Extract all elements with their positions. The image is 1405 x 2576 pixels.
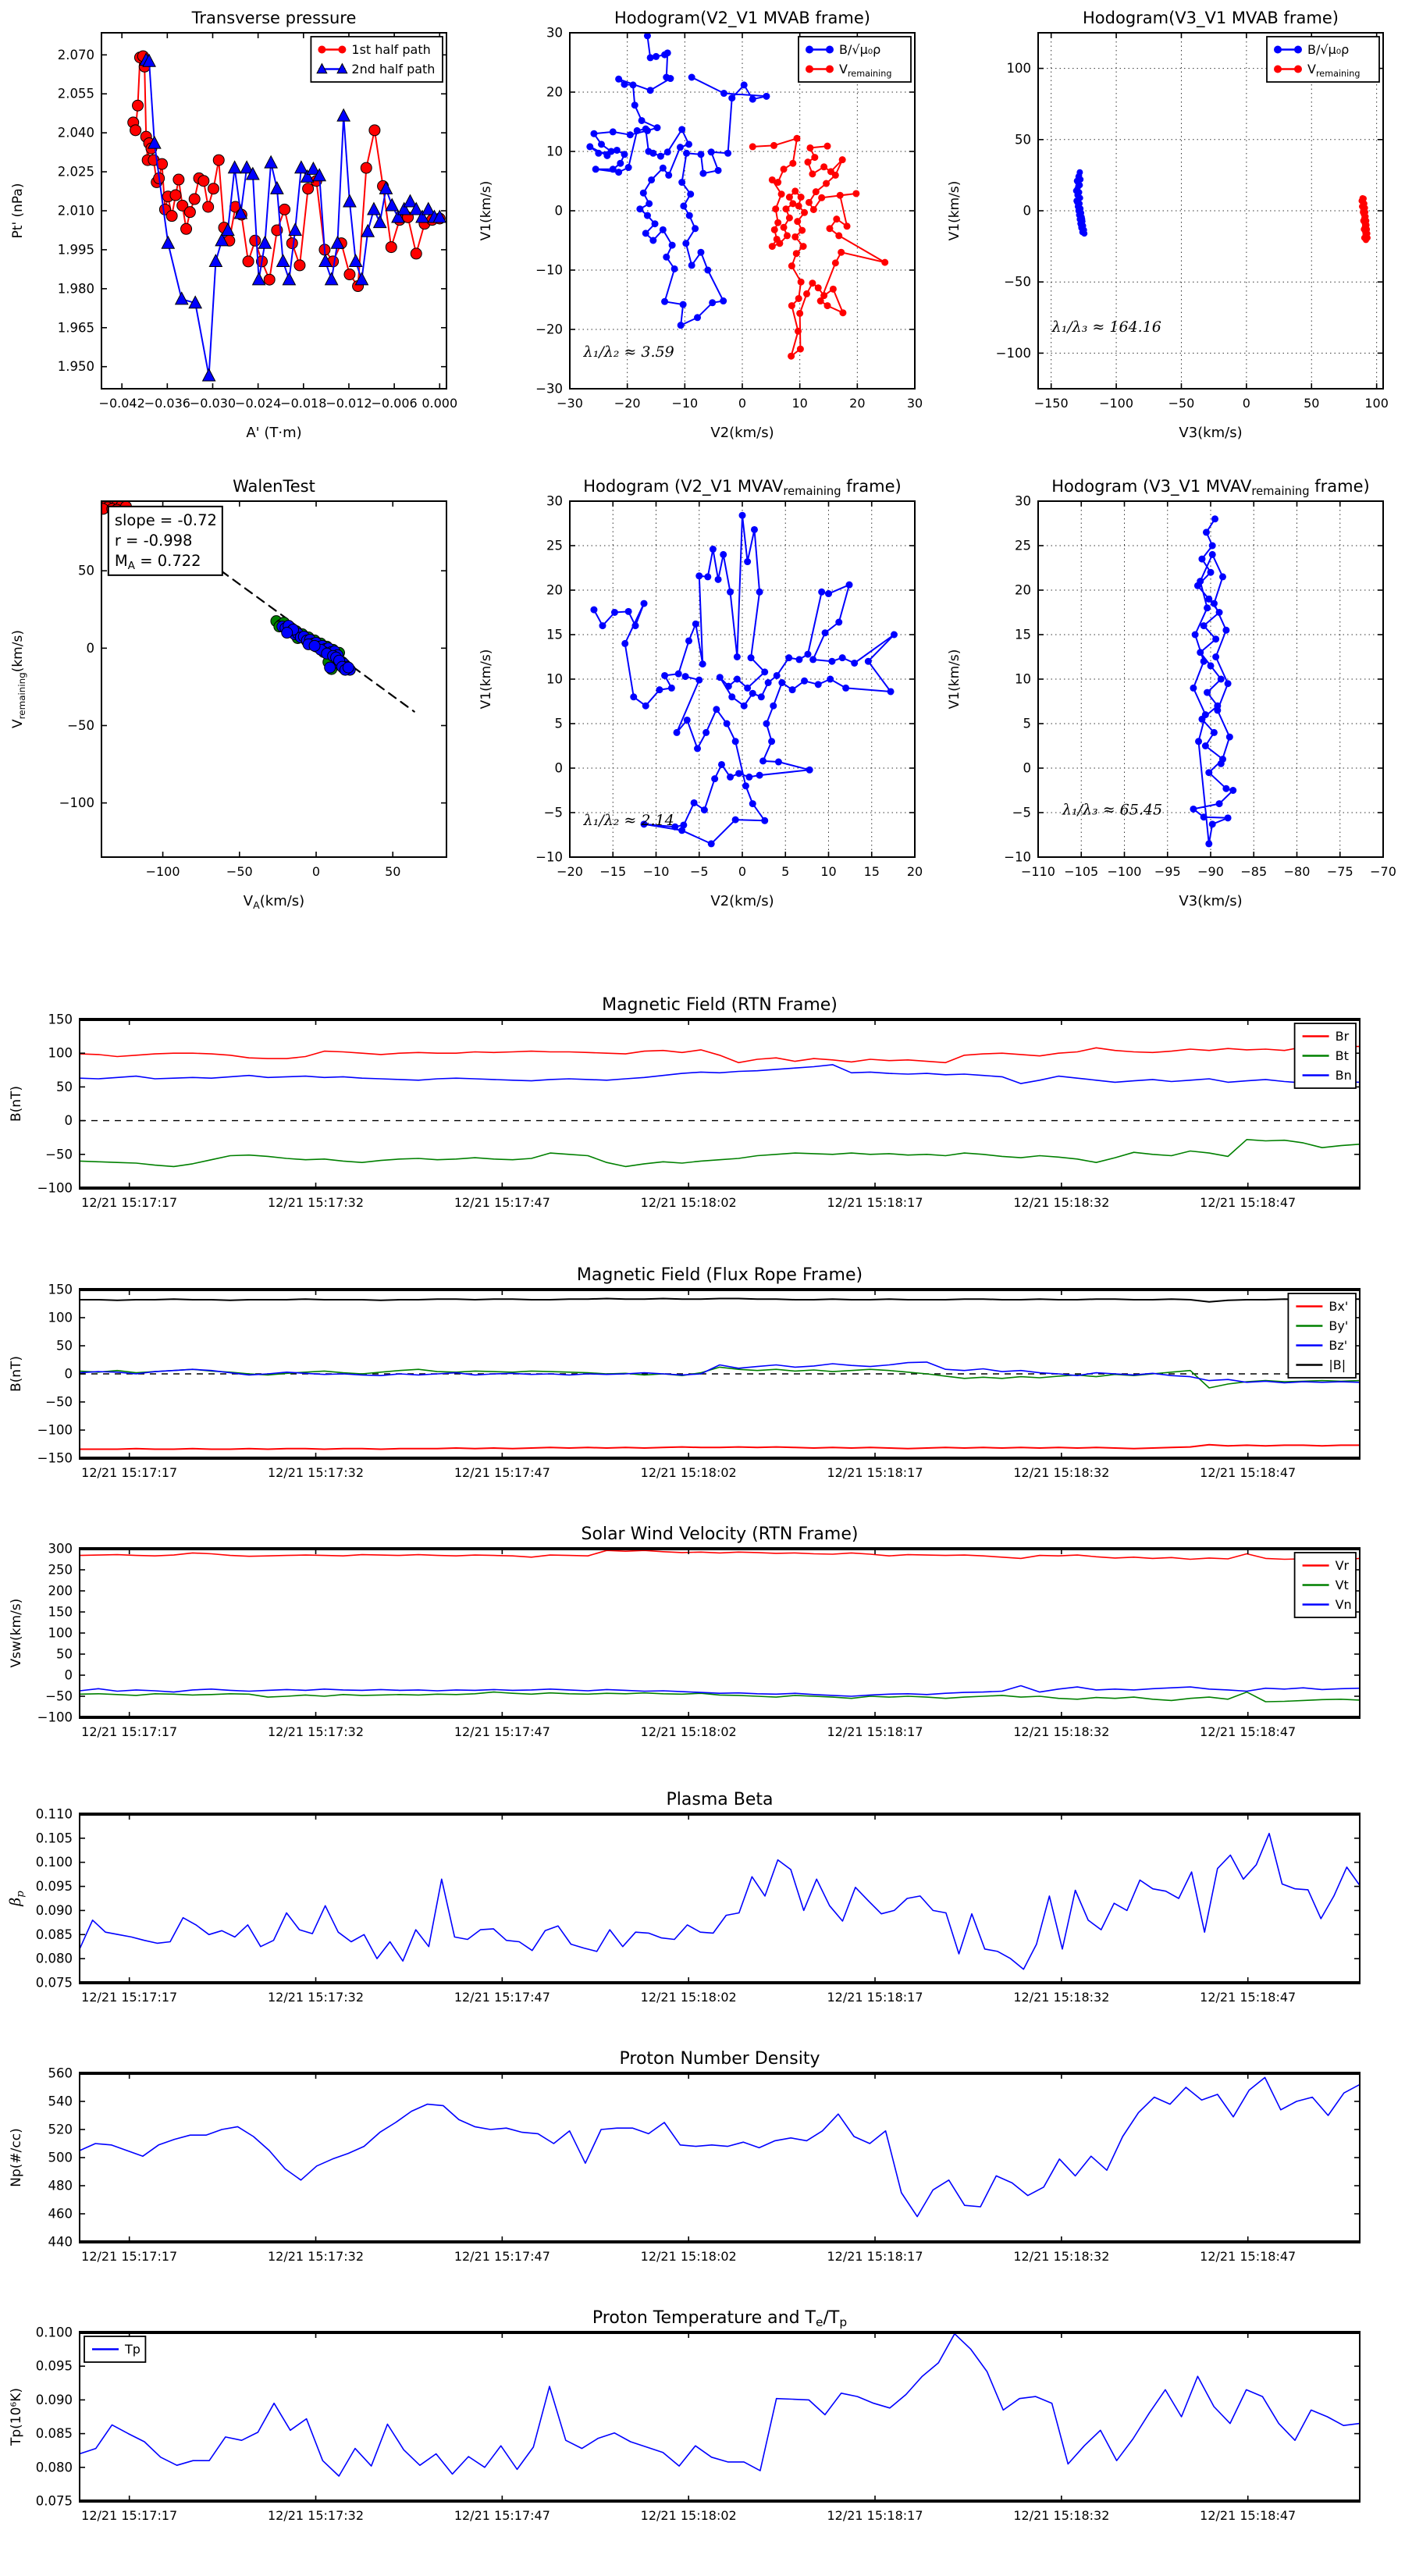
svg-text:−0.006: −0.006 bbox=[371, 396, 418, 411]
svg-text:12/21 15:18:17: 12/21 15:18:17 bbox=[827, 1990, 923, 2005]
svg-text:12/21 15:17:17: 12/21 15:17:17 bbox=[81, 1195, 178, 1210]
chart-solar-wind-velocity bbox=[0, 1514, 1405, 1783]
svg-text:2nd half path: 2nd half path bbox=[351, 62, 436, 76]
svg-text:12/21 15:17:32: 12/21 15:17:32 bbox=[267, 2508, 365, 2523]
magnetic-field-flux-rope-plot bbox=[0, 1255, 1405, 1521]
svg-text:−100: −100 bbox=[37, 1422, 73, 1438]
plasma-beta-plot bbox=[0, 1780, 1405, 2045]
hodogram-v3v1-mvav-plot bbox=[937, 478, 1405, 943]
svg-text:−50: −50 bbox=[45, 1688, 73, 1704]
walen-test-plot bbox=[0, 478, 468, 943]
svg-text:βp​: $\beta_p$ bbox=[7, 1891, 27, 1906]
svg-text:−5: −5 bbox=[1012, 805, 1031, 820]
svg-text:−100: −100 bbox=[1107, 864, 1142, 879]
svg-text:1st half path: 1st half path bbox=[351, 42, 431, 57]
svg-text:Magnetic Field (RTN Frame): Magnetic Field (RTN Frame) bbox=[602, 995, 838, 1015]
svg-text:25: 25 bbox=[546, 538, 563, 553]
svg-text:0.075: 0.075 bbox=[35, 1975, 73, 1991]
svg-text:V1(km/s): V1(km/s) bbox=[478, 649, 494, 710]
svg-text:0.090: 0.090 bbox=[35, 1902, 73, 1918]
svg-text:12/21 15:18:17: 12/21 15:18:17 bbox=[827, 2508, 923, 2523]
svg-text:−80: −80 bbox=[1283, 864, 1311, 879]
svg-text:50: 50 bbox=[1015, 132, 1031, 148]
svg-text:12/21 15:17:32: 12/21 15:17:32 bbox=[267, 1195, 365, 1210]
svg-text:20: 20 bbox=[546, 84, 563, 100]
svg-text:MA​ = 0.722: $M_A = 0.722$ bbox=[114, 551, 201, 572]
svg-text:12/21 15:18:47: 12/21 15:18:47 bbox=[1200, 1990, 1297, 2005]
svg-text:V2(km/s): V2(km/s) bbox=[710, 893, 774, 909]
svg-text:12/21 15:18:47: 12/21 15:18:47 bbox=[1200, 2508, 1297, 2523]
svg-text:50: 50 bbox=[1304, 396, 1320, 411]
chart-proton-number-density bbox=[0, 2039, 1405, 2307]
svg-text:Solar Wind Velocity (RTN Frame: Solar Wind Velocity (RTN Frame) bbox=[581, 1525, 859, 1544]
svg-text:12/21 15:17:32: 12/21 15:17:32 bbox=[267, 2249, 365, 2264]
svg-text:−90: −90 bbox=[1197, 864, 1224, 879]
svg-text:12/21 15:18:17: 12/21 15:18:17 bbox=[827, 1195, 923, 1210]
hodogram-v2v1-mvab-plot bbox=[468, 9, 937, 475]
hodogram-v3v1-mvab-plot bbox=[937, 9, 1405, 475]
svg-text:−50: −50 bbox=[67, 717, 94, 733]
svg-text:12/21 15:18:32: 12/21 15:18:32 bbox=[1013, 1195, 1110, 1210]
svg-text:0: 0 bbox=[64, 1366, 73, 1382]
svg-text:12/21 15:17:47: 12/21 15:17:47 bbox=[454, 1724, 550, 1739]
svg-text:V3(km/s): V3(km/s) bbox=[1179, 893, 1243, 909]
svg-text:100: 100 bbox=[48, 1310, 73, 1325]
svg-text:Vr: Vr bbox=[1335, 1558, 1350, 1573]
svg-text:12/21 15:17:17: 12/21 15:17:17 bbox=[81, 1990, 178, 2005]
chart-magnetic-field-rtn bbox=[0, 985, 1405, 1254]
svg-text:12/21 15:18:02: 12/21 15:18:02 bbox=[640, 2508, 737, 2523]
svg-text:0: 0 bbox=[1023, 203, 1031, 219]
svg-text:−50: −50 bbox=[45, 1394, 73, 1410]
svg-text:10: 10 bbox=[791, 396, 808, 411]
svg-text:12/21 15:18:32: 12/21 15:18:32 bbox=[1013, 2249, 1110, 2264]
svg-text:Br: Br bbox=[1335, 1029, 1350, 1044]
svg-text:0: 0 bbox=[554, 203, 563, 219]
svg-text:12/21 15:17:47: 12/21 15:17:47 bbox=[454, 2249, 550, 2264]
svg-text:12/21 15:17:32: 12/21 15:17:32 bbox=[267, 1990, 365, 2005]
svg-text:5: 5 bbox=[1023, 716, 1031, 731]
svg-text:−0.012: −0.012 bbox=[325, 396, 372, 411]
svg-text:12/21 15:17:47: 12/21 15:17:47 bbox=[454, 2508, 550, 2523]
svg-text:0: 0 bbox=[1023, 760, 1031, 776]
svg-text:0.085: 0.085 bbox=[35, 2426, 73, 2442]
svg-text:B/√μ₀ρ: B/√μ₀ρ bbox=[1307, 42, 1350, 57]
chart-proton-temperature bbox=[0, 2298, 1405, 2567]
svg-text:5: 5 bbox=[554, 716, 563, 731]
svg-text:15: 15 bbox=[863, 864, 880, 879]
svg-text:12/21 15:18:47: 12/21 15:18:47 bbox=[1200, 1724, 1297, 1739]
svg-text:Bz': Bz' bbox=[1329, 1338, 1348, 1353]
svg-text:Bx': Bx' bbox=[1329, 1299, 1349, 1314]
svg-text:25: 25 bbox=[1015, 538, 1031, 553]
chart-hodogram-v3v1-mvab bbox=[937, 9, 1405, 478]
svg-text:20: 20 bbox=[849, 396, 866, 411]
svg-text:−70: −70 bbox=[1370, 864, 1396, 879]
svg-text:Tp: Tp bbox=[125, 2342, 140, 2357]
chart-transverse-pressure bbox=[0, 9, 468, 478]
svg-text:Vt: Vt bbox=[1335, 1578, 1349, 1592]
svg-text:Vremaining​(km/s): $V_{remaining}(km/s)$ bbox=[10, 630, 27, 728]
svg-text:−110: −110 bbox=[1021, 864, 1055, 879]
svg-text:−105: −105 bbox=[1064, 864, 1099, 879]
svg-text:−0.036: −0.036 bbox=[144, 396, 190, 411]
svg-text:480: 480 bbox=[48, 2178, 73, 2194]
svg-text:−100: −100 bbox=[145, 864, 180, 879]
svg-text:−100: −100 bbox=[59, 795, 94, 811]
svg-text:0: 0 bbox=[311, 864, 321, 879]
svg-text:1.965: 1.965 bbox=[57, 320, 94, 336]
svg-text:0: 0 bbox=[64, 1113, 73, 1129]
svg-text:r = -0.998: r = -0.998 bbox=[114, 531, 193, 550]
svg-text:50: 50 bbox=[56, 1079, 73, 1094]
svg-text:200: 200 bbox=[48, 1583, 73, 1599]
svg-text:−85: −85 bbox=[1240, 864, 1268, 879]
svg-text:−0.018: −0.018 bbox=[280, 396, 327, 411]
svg-text:Plasma Beta: Plasma Beta bbox=[666, 1790, 774, 1809]
svg-text:12/21 15:18:02: 12/21 15:18:02 bbox=[640, 1724, 737, 1739]
svg-text:540: 540 bbox=[48, 2094, 73, 2109]
svg-text:150: 150 bbox=[48, 1012, 73, 1027]
svg-text:12/21 15:18:02: 12/21 15:18:02 bbox=[640, 1195, 737, 1210]
svg-text:−15: −15 bbox=[599, 864, 627, 879]
svg-text:460: 460 bbox=[48, 2206, 73, 2222]
svg-text:−30: −30 bbox=[557, 396, 583, 411]
svg-text:12/21 15:18:02: 12/21 15:18:02 bbox=[640, 1465, 737, 1480]
svg-text:0.110: 0.110 bbox=[35, 1806, 73, 1822]
svg-text:−0.030: −0.030 bbox=[189, 396, 237, 411]
svg-text:10: 10 bbox=[546, 144, 563, 159]
svg-text:12/21 15:17:32: 12/21 15:17:32 bbox=[267, 1724, 365, 1739]
svg-text:12/21 15:17:47: 12/21 15:17:47 bbox=[454, 1195, 550, 1210]
svg-text:0: 0 bbox=[1242, 396, 1250, 411]
svg-text:12/21 15:17:17: 12/21 15:17:17 bbox=[81, 1724, 178, 1739]
svg-text:12/21 15:18:32: 12/21 15:18:32 bbox=[1013, 1724, 1110, 1739]
svg-text:15: 15 bbox=[546, 627, 563, 642]
chart-magnetic-field-flux-rope bbox=[0, 1255, 1405, 1524]
svg-text:−100: −100 bbox=[1099, 396, 1134, 411]
svg-text:V1(km/s): V1(km/s) bbox=[947, 649, 962, 710]
svg-text:12/21 15:17:17: 12/21 15:17:17 bbox=[81, 1465, 178, 1480]
svg-text:0: 0 bbox=[86, 640, 94, 656]
svg-text:0.080: 0.080 bbox=[35, 2460, 73, 2475]
svg-text:B(nT): B(nT) bbox=[9, 1085, 24, 1123]
proton-temperature-plot bbox=[0, 2298, 1405, 2564]
svg-text:100: 100 bbox=[1364, 396, 1389, 411]
svg-text:−150: −150 bbox=[1033, 396, 1069, 411]
svg-text:−100: −100 bbox=[37, 1710, 73, 1725]
svg-text:100: 100 bbox=[48, 1045, 73, 1061]
svg-text:−20: −20 bbox=[614, 396, 641, 411]
svg-text:Vsw(km/s): Vsw(km/s) bbox=[9, 1598, 24, 1668]
svg-text:Transverse pressure: Transverse pressure bbox=[191, 9, 357, 27]
svg-text:|B|: |B| bbox=[1329, 1357, 1346, 1372]
svg-text:12/21 15:17:32: 12/21 15:17:32 bbox=[267, 1465, 365, 1480]
svg-text:Np(#/cc): Np(#/cc) bbox=[9, 2128, 24, 2187]
svg-text:Bt: Bt bbox=[1335, 1048, 1349, 1063]
svg-text:VA​(km/s): $V_A(km/s)$ bbox=[243, 893, 305, 911]
svg-text:30: 30 bbox=[1015, 493, 1031, 509]
svg-text:0: 0 bbox=[64, 1667, 73, 1683]
svg-text:Magnetic Field (Flux Rope Fram: Magnetic Field (Flux Rope Frame) bbox=[576, 1265, 863, 1285]
svg-text:2.070: 2.070 bbox=[57, 47, 94, 62]
svg-text:440: 440 bbox=[48, 2234, 73, 2250]
svg-text:Proton Temperature and Te​/Tp​: Proton Temperature and Te/Tp bbox=[592, 2308, 848, 2329]
svg-text:30: 30 bbox=[546, 493, 563, 509]
svg-text:12/21 15:17:47: 12/21 15:17:47 bbox=[454, 1990, 550, 2005]
svg-text:300: 300 bbox=[48, 1541, 73, 1557]
svg-text:0.100: 0.100 bbox=[35, 1855, 73, 1870]
svg-text:−0.024: −0.024 bbox=[235, 396, 282, 411]
svg-text:−75: −75 bbox=[1326, 864, 1353, 879]
svg-text:12/21 15:18:32: 12/21 15:18:32 bbox=[1013, 2508, 1110, 2523]
svg-text:Tp(10⁶K): Tp(10⁶K) bbox=[9, 2387, 24, 2446]
svg-text:50: 50 bbox=[56, 1338, 73, 1354]
svg-text:520: 520 bbox=[48, 2122, 73, 2137]
svg-text:Vremaining​: $V_{remaining}$ bbox=[839, 62, 892, 79]
svg-text:Vremaining​: $V_{remaining}$ bbox=[1307, 62, 1361, 79]
chart-hodogram-v3v1-mvav bbox=[937, 478, 1405, 946]
svg-text:λ₁/λ₂ ≈ 3.59: λ₁/λ₂ ≈ 3.59 bbox=[583, 343, 674, 361]
svg-text:2.040: 2.040 bbox=[57, 125, 94, 141]
svg-text:1.950: 1.950 bbox=[57, 359, 94, 375]
svg-text:15: 15 bbox=[1015, 627, 1031, 642]
svg-text:50: 50 bbox=[56, 1646, 73, 1662]
svg-text:12/21 15:18:47: 12/21 15:18:47 bbox=[1200, 2249, 1297, 2264]
svg-text:A' (T·m): A' (T·m) bbox=[246, 425, 302, 441]
svg-text:slope = -0.72: slope = -0.72 bbox=[114, 511, 217, 529]
svg-text:−50: −50 bbox=[45, 1147, 73, 1162]
svg-text:100: 100 bbox=[48, 1625, 73, 1641]
svg-text:12/21 15:18:02: 12/21 15:18:02 bbox=[640, 2249, 737, 2264]
svg-text:V1(km/s): V1(km/s) bbox=[947, 180, 962, 241]
chart-walen-test bbox=[0, 478, 468, 946]
svg-text:10: 10 bbox=[820, 864, 837, 879]
svg-text:12/21 15:18:32: 12/21 15:18:32 bbox=[1013, 1465, 1110, 1480]
svg-text:0.085: 0.085 bbox=[35, 1927, 73, 1942]
svg-text:−100: −100 bbox=[37, 1180, 73, 1196]
svg-text:1.980: 1.980 bbox=[57, 281, 94, 297]
svg-text:−20: −20 bbox=[535, 322, 563, 337]
svg-text:λ₁/λ₂ ≈ 2.14: λ₁/λ₂ ≈ 2.14 bbox=[583, 811, 674, 829]
svg-text:2.055: 2.055 bbox=[57, 86, 94, 101]
svg-text:20: 20 bbox=[906, 864, 923, 879]
svg-text:B/√μ₀ρ: B/√μ₀ρ bbox=[839, 42, 881, 57]
svg-text:12/21 15:18:47: 12/21 15:18:47 bbox=[1200, 1195, 1297, 1210]
svg-text:Hodogram(V3_V1 MVAB frame): Hodogram(V3_V1 MVAB frame) bbox=[1083, 9, 1339, 27]
svg-text:Proton Number Density: Proton Number Density bbox=[619, 2049, 820, 2069]
svg-text:λ₁/λ₃ ≈ 164.16: λ₁/λ₃ ≈ 164.16 bbox=[1051, 318, 1161, 336]
svg-text:By': By' bbox=[1329, 1318, 1349, 1333]
svg-text:−50: −50 bbox=[1004, 274, 1031, 290]
svg-text:0.090: 0.090 bbox=[35, 2392, 73, 2407]
svg-text:Bn: Bn bbox=[1335, 1068, 1352, 1083]
svg-text:1.995: 1.995 bbox=[57, 242, 94, 258]
svg-text:150: 150 bbox=[48, 1604, 73, 1620]
svg-text:0.105: 0.105 bbox=[35, 1831, 73, 1846]
svg-text:0.000: 0.000 bbox=[422, 396, 458, 411]
chart-hodogram-v2v1-mvab bbox=[468, 9, 937, 478]
svg-text:0.095: 0.095 bbox=[35, 2358, 73, 2374]
svg-text:250: 250 bbox=[48, 1562, 73, 1578]
svg-text:−10: −10 bbox=[671, 396, 699, 411]
svg-text:100: 100 bbox=[1006, 61, 1031, 76]
svg-text:50: 50 bbox=[385, 864, 401, 879]
svg-text:Hodogram (V3_V1 MVAVremaining​: Hodogram (V3_V1 MVAVremaining frame) bbox=[1051, 478, 1370, 498]
svg-text:0.080: 0.080 bbox=[35, 1951, 73, 1966]
svg-text:10: 10 bbox=[1015, 671, 1031, 687]
svg-text:WalenTest: WalenTest bbox=[233, 478, 315, 496]
svg-text:5: 5 bbox=[781, 864, 790, 879]
svg-text:0.075: 0.075 bbox=[35, 2493, 73, 2509]
svg-text:Vn: Vn bbox=[1335, 1597, 1352, 1612]
transverse-pressure-plot bbox=[0, 9, 468, 475]
svg-text:12/21 15:18:17: 12/21 15:18:17 bbox=[827, 1724, 923, 1739]
solar-wind-velocity-plot bbox=[0, 1514, 1405, 1780]
svg-text:50: 50 bbox=[78, 563, 94, 578]
svg-text:150: 150 bbox=[48, 1282, 73, 1297]
svg-text:−10: −10 bbox=[1004, 849, 1031, 865]
svg-text:−20: −20 bbox=[557, 864, 583, 879]
svg-text:20: 20 bbox=[546, 582, 563, 598]
chart-plasma-beta bbox=[0, 1780, 1405, 2048]
svg-text:−5: −5 bbox=[543, 805, 563, 820]
svg-text:30: 30 bbox=[906, 396, 923, 411]
svg-text:V2(km/s): V2(km/s) bbox=[710, 425, 774, 441]
svg-text:12/21 15:18:17: 12/21 15:18:17 bbox=[827, 1465, 923, 1480]
svg-text:0.095: 0.095 bbox=[35, 1879, 73, 1895]
svg-text:V3(km/s): V3(km/s) bbox=[1179, 425, 1243, 441]
svg-text:30: 30 bbox=[546, 25, 563, 41]
svg-text:λ₁/λ₃ ≈ 65.45: λ₁/λ₃ ≈ 65.45 bbox=[1062, 801, 1163, 819]
svg-text:12/21 15:17:47: 12/21 15:17:47 bbox=[454, 1465, 550, 1480]
svg-text:500: 500 bbox=[48, 2150, 73, 2165]
svg-text:B(nT): B(nT) bbox=[9, 1355, 24, 1393]
svg-text:−100: −100 bbox=[995, 345, 1031, 361]
svg-text:12/21 15:17:17: 12/21 15:17:17 bbox=[81, 2249, 178, 2264]
svg-text:12/21 15:17:17: 12/21 15:17:17 bbox=[81, 2508, 178, 2523]
svg-text:0: 0 bbox=[738, 864, 747, 879]
svg-text:−150: −150 bbox=[37, 1450, 73, 1466]
svg-text:−0.042: −0.042 bbox=[98, 396, 145, 411]
svg-text:560: 560 bbox=[48, 2065, 73, 2081]
svg-text:12/21 15:18:17: 12/21 15:18:17 bbox=[827, 2249, 923, 2264]
svg-text:12/21 15:18:02: 12/21 15:18:02 bbox=[640, 1990, 737, 2005]
chart-hodogram-v2v1-mvav bbox=[468, 478, 937, 946]
svg-text:12/21 15:18:47: 12/21 15:18:47 bbox=[1200, 1465, 1297, 1480]
svg-text:Hodogram (V2_V1 MVAVremaining​: Hodogram (V2_V1 MVAVremaining frame) bbox=[583, 478, 902, 498]
magnetic-field-rtn-plot bbox=[0, 985, 1405, 1251]
svg-text:0: 0 bbox=[554, 760, 563, 776]
svg-text:2.025: 2.025 bbox=[57, 164, 94, 180]
svg-text:0.100: 0.100 bbox=[35, 2325, 73, 2340]
svg-text:−95: −95 bbox=[1154, 864, 1181, 879]
svg-text:−10: −10 bbox=[535, 262, 563, 278]
svg-text:10: 10 bbox=[546, 671, 563, 687]
svg-text:−10: −10 bbox=[642, 864, 670, 879]
svg-text:Pt' (nPa): Pt' (nPa) bbox=[10, 183, 26, 239]
svg-text:−30: −30 bbox=[535, 381, 563, 397]
svg-text:−50: −50 bbox=[1168, 396, 1195, 411]
hodogram-v2v1-mvav-plot bbox=[468, 478, 937, 943]
svg-text:V1(km/s): V1(km/s) bbox=[478, 180, 494, 241]
svg-text:20: 20 bbox=[1015, 582, 1031, 598]
svg-text:−10: −10 bbox=[535, 849, 563, 865]
svg-text:0: 0 bbox=[738, 396, 747, 411]
svg-text:12/21 15:18:32: 12/21 15:18:32 bbox=[1013, 1990, 1110, 2005]
svg-text:−5: −5 bbox=[689, 864, 709, 879]
svg-text:2.010: 2.010 bbox=[57, 203, 94, 219]
svg-text:Hodogram(V2_V1 MVAB frame): Hodogram(V2_V1 MVAB frame) bbox=[614, 9, 870, 27]
proton-number-density-plot bbox=[0, 2039, 1405, 2304]
svg-text:−50: −50 bbox=[226, 864, 253, 879]
